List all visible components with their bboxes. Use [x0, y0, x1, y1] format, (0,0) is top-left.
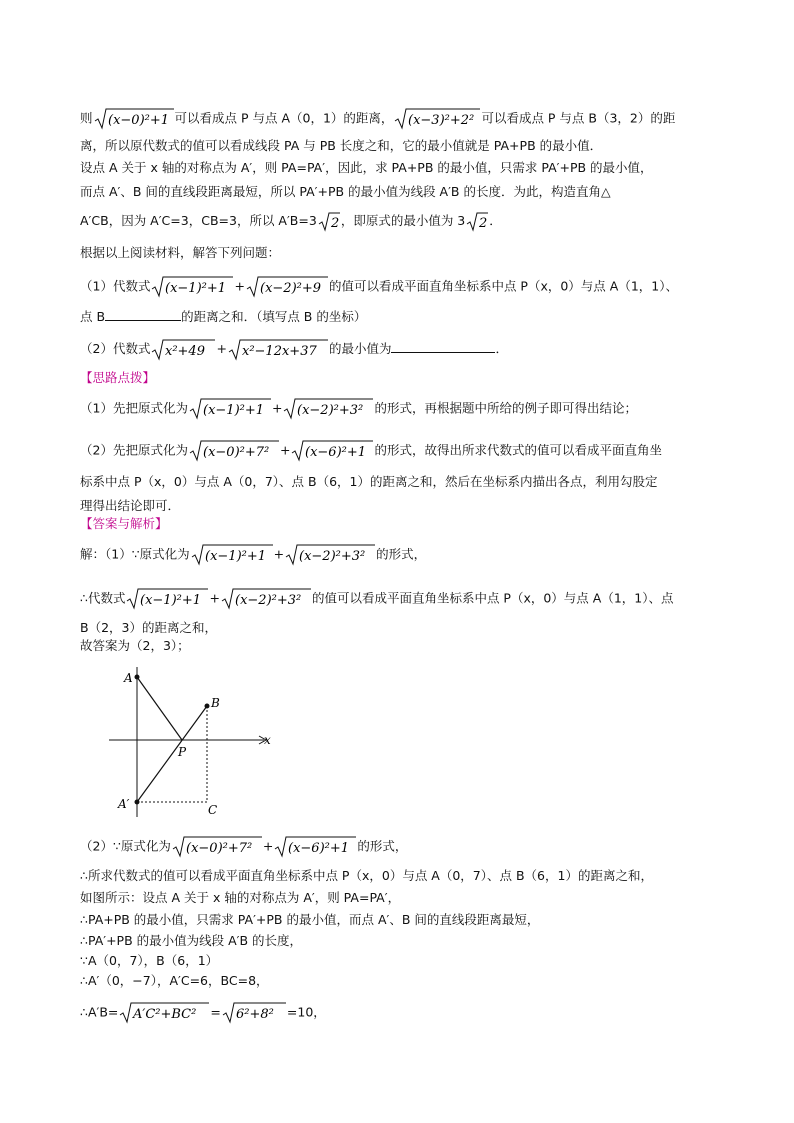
radical: [285, 544, 375, 566]
radical: [126, 588, 208, 610]
svg-text:2: 2: [330, 215, 340, 231]
label-x: x: [264, 733, 271, 747]
answer-blank[interactable]: [391, 338, 495, 353]
svg-text:(x−6)²+1: (x−6)²+1: [305, 445, 367, 460]
svg-text:A′C²+BC²: A′C²+BC²: [133, 1007, 197, 1022]
label-a-prime: A′: [118, 797, 130, 811]
radical: [151, 339, 215, 361]
svg-text:(x−1)²+1: (x−1)²+1: [204, 549, 266, 564]
svg-text:(x−0)²+7²: (x−0)²+7²: [185, 841, 253, 856]
tip-2-line3: 理得出结论即可．: [80, 498, 181, 513]
question-1-line1: （1）代数式 (x−1)²+1 + (x−2)²+9 的值可以看成平面直角坐标系中点 P（x，0）与点 A（1，1）、: [80, 276, 678, 298]
svg-text:(x−1)²+1: (x−1)²+1: [165, 281, 227, 296]
para1-line3: 设点 A 关于 x 轴的对称点为 A′，则 PA=PA′，因此，求 PA+PB 的最小值，只需求 PA′+PB 的最小值，: [80, 160, 653, 175]
radical: [189, 440, 279, 462]
tip-2-line2: 标系中点 P（x，0）与点 A（0，7）、点 B（6，1）的距离之和，然后在坐标系内描出各点，利用勾股定: [80, 474, 658, 489]
radical: [222, 1002, 286, 1024]
radical: [119, 1002, 209, 1024]
radical: [191, 544, 273, 566]
answer-heading: 【答案与解析】: [80, 516, 168, 531]
coordinate-figure: [104, 662, 284, 822]
svg-text:6²+8²: 6²+8²: [235, 1007, 274, 1022]
tip-2-line1: （2）先把原式化为 (x−0)²+7² + (x−6)²+1 的形式，故得出所求代数式的值可以看成平面直角坐: [80, 440, 662, 462]
svg-text:(x−3)²+2²: (x−3)²+2²: [408, 113, 475, 128]
solution-4-line: ∴PA+PB 的最小值，只需求 PA′+PB 的最小值，而点 A′、B 间的直线段距离最短，: [80, 912, 540, 927]
radical: [283, 398, 373, 420]
svg-text:(x−2)²+9: (x−2)²+9: [259, 281, 321, 296]
radical: [394, 108, 480, 130]
label-a: A: [124, 671, 133, 685]
tip-heading: 【思路点拨】: [80, 370, 156, 385]
segment-ap: [137, 677, 182, 740]
solution-2-line2: B（2，3）的距离之和，: [80, 620, 217, 635]
point-a-prime: [135, 800, 140, 805]
svg-text:(x−1)²+1: (x−1)²+1: [140, 593, 202, 608]
svg-text:(x−1)²+1: (x−1)²+1: [202, 403, 264, 418]
solution-4-line: 如图所示：设点 A 关于 x 轴的对称点为 A′，则 PA=PA′，: [80, 890, 401, 905]
intro-text: 根据以上阅读材料，解答下列问题：: [80, 245, 281, 260]
svg-text:(x−0)²+7²: (x−0)²+7²: [202, 445, 270, 460]
radical: [274, 836, 356, 858]
point-b: [205, 704, 210, 709]
radical: [94, 108, 174, 130]
svg-text:(x−2)²+3²: (x−2)²+3²: [297, 403, 364, 418]
svg-text:(x−0)²+1: (x−0)²+1: [107, 113, 169, 128]
question-2-line: （2）代数式 x²+49 + x²−12x+37 的最小值为 ．: [80, 338, 508, 361]
para1-line4: 而点 A′、B 间的直线段距离最短，所以 PA′+PB 的最小值为线段 A′B 的长度．为此，构造直角△: [80, 184, 611, 199]
question-1-line2: 点 B 的距离之和．（填写点 B 的坐标）: [80, 306, 366, 327]
svg-text:x²+49: x²+49: [165, 343, 206, 359]
radical: [246, 276, 328, 298]
para1-line1: 则 (x−0)²+1 可以看成点 P 与点 A（0，1）的距离， (x−3)²+2² 可以看成点 P 与点 B（3，2）的距: [80, 108, 675, 130]
solution-2-line1: ∴代数式 (x−1)²+1 + (x−2)²+3² 的值可以看成平面直角坐标系中点 P（x，0）与点 A（1，1）、点: [80, 588, 673, 610]
solution-4-line: ∵A（0，7），B（6，1）: [80, 953, 219, 968]
svg-text:2: 2: [479, 215, 488, 231]
solution-5: ∴A′B= A′C²+BC² = 6²+8² =10，: [80, 1002, 326, 1024]
radical: [189, 398, 271, 420]
radical: [318, 212, 340, 232]
svg-text:(x−6)²+1: (x−6)²+1: [288, 841, 350, 856]
segment-a1b: [137, 706, 207, 802]
label-b: B: [211, 696, 220, 710]
svg-text:x²−12x+37: x²−12x+37: [241, 343, 317, 359]
radical: [221, 588, 311, 610]
solution-4-line: ∴A′（0，−7），A′C=6，BC=8，: [80, 973, 269, 988]
radical: [291, 440, 373, 462]
answer-blank[interactable]: [105, 306, 181, 321]
solution-3: （2）∵原式化为 (x−0)²+7² + (x−6)²+1 的形式，: [80, 836, 407, 858]
svg-text:(x−2)²+3²: (x−2)²+3²: [234, 593, 302, 608]
solution-4-line: ∴PA′+PB 的最小值为线段 A′B 的长度，: [80, 933, 303, 948]
para1-line5: A′CB，因为 A′C=3，CB=3，所以 A′B=3 2 ，即原式的最小值为 3 2 ．: [80, 213, 502, 231]
label-p: P: [178, 745, 187, 759]
solution-2-line3: 故答案为（2，3）；: [80, 638, 190, 653]
label-c: C: [208, 803, 218, 817]
svg-text:(x−2)²+3²: (x−2)²+3²: [299, 549, 366, 564]
para1-line2: 离，所以原代数式的值可以看成线段 PA 与 PB 长度之和，它的最小值就是 PA+PB 的最小值．: [80, 138, 603, 153]
tip-1: （1）先把原式化为 (x−1)²+1 + (x−2)²+3² 的形式，再根据题中所给的例子即可得出结论；: [80, 398, 637, 420]
radical: [466, 212, 488, 232]
solution-4-line: ∴所求代数式的值可以看成平面直角坐标系中点 P（x，0）与点 A（0，7）、点 B（6，1）的距离之和，: [80, 868, 653, 883]
point-a: [135, 675, 140, 680]
radical: [172, 836, 262, 858]
radical: [228, 339, 328, 361]
radical: [151, 276, 233, 298]
solution-1: 解：（1）∵原式化为 (x−1)²+1 + (x−2)²+3² 的形式，: [80, 544, 426, 566]
